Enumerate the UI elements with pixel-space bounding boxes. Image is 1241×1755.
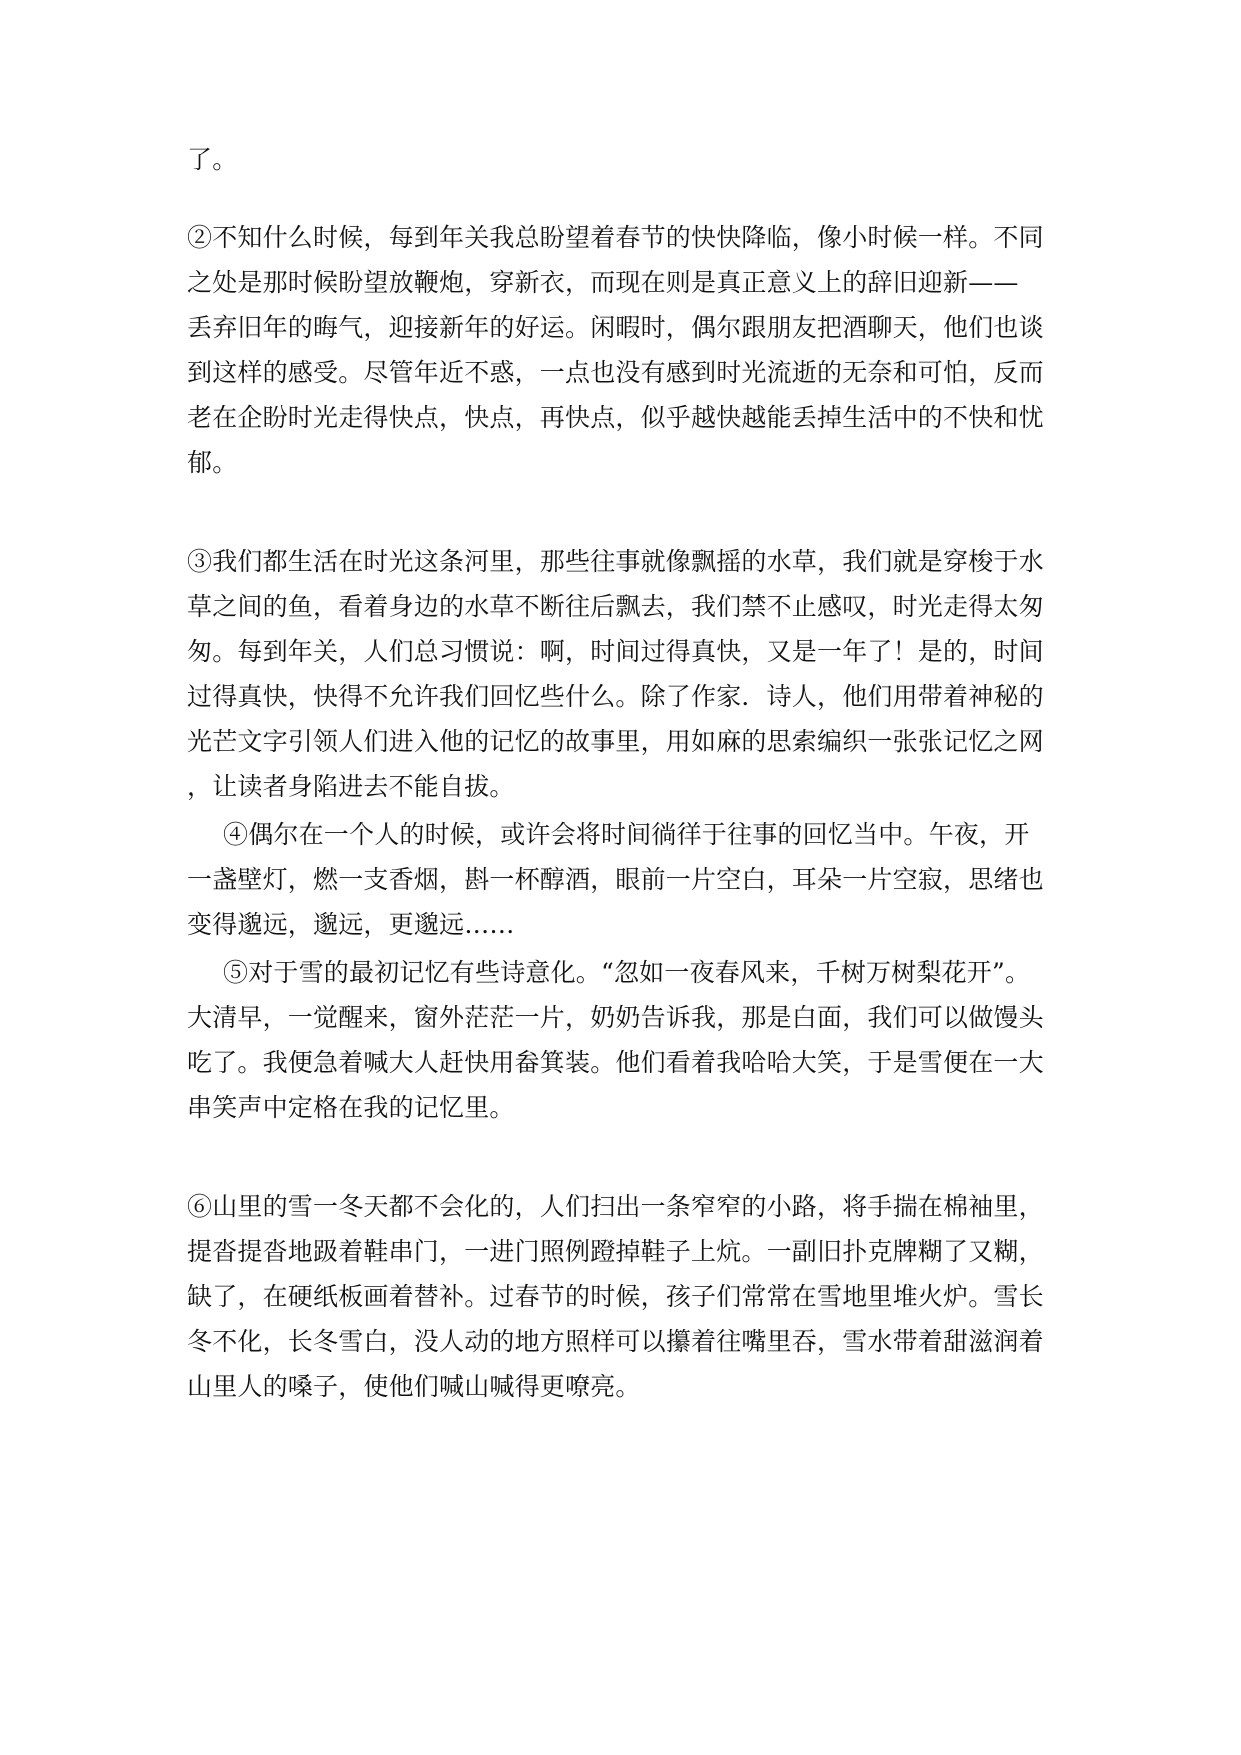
paragraph-5-line-4: 串笑声中定格在我的记忆里。 bbox=[187, 1093, 515, 1122]
paragraph-2-line-3: 丢弃旧年的晦气，迎接新年的好运。闲暇时，偶尔跟朋友把酒聊天，他们也谈 bbox=[187, 313, 1044, 342]
paragraph-2-line-4: 到这样的感受。尽管年近不惑，一点也没有感到时光流逝的无奈和可怕，反而 bbox=[187, 358, 1044, 387]
paragraph-3-line-5: 光芒文字引领人们进入他的记忆的故事里，用如麻的思索编织一张张记忆之网 bbox=[187, 727, 1044, 756]
paragraph-3-line-4: 过得真快，快得不允许我们回忆些什么。除了作家．诗人，他们用带着神秘的 bbox=[187, 682, 1044, 711]
paragraph-5-line-1: ⑤对于雪的最初记忆有些诗意化。“忽如一夜春风来，千树万树梨花开”。 bbox=[223, 958, 1031, 987]
paragraph-4-line-1: ④偶尔在一个人的时候，或许会将时间徜徉于往事的回忆当中。午夜，开 bbox=[223, 820, 1030, 849]
paragraph-6-line-1: ⑥山里的雪一冬天都不会化的，人们扫出一条窄窄的小路，将手揣在棉袖里， bbox=[187, 1192, 1044, 1221]
paragraph-2-line-1: ②不知什么时候，每到年关我总盼望着春节的快快降临，像小时候一样。不同 bbox=[187, 223, 1044, 252]
paragraph-6-line-3: 缺了，在硬纸板画着替补。过春节的时候，孩子们常常在雪地里堆火炉。雪长 bbox=[187, 1282, 1044, 1311]
paragraph-3-line-6: ，让读者身陷进去不能自拔。 bbox=[187, 772, 515, 801]
paragraph-1-line-1: 了。 bbox=[187, 145, 238, 174]
paragraph-3-line-2: 草之间的鱼，看着身边的水草不断往后飘去，我们禁不止感叹，时光走得太匆 bbox=[187, 592, 1044, 621]
paragraph-6-line-5: 山里人的嗓子，使他们喊山喊得更嘹亮。 bbox=[187, 1372, 641, 1401]
paragraph-6-line-4: 冬不化，长冬雪白，没人动的地方照样可以攥着往嘴里吞，雪水带着甜滋润着 bbox=[187, 1327, 1044, 1356]
paragraph-2-line-6: 郁。 bbox=[187, 448, 238, 477]
paragraph-5-line-3: 吃了。我便急着喊大人赶快用畚箕装。他们看着我哈哈大笑，于是雪便在一大 bbox=[187, 1048, 1044, 1077]
paragraph-2-line-5: 老在企盼时光走得快点，快点，再快点，似乎越快越能丢掉生活中的不快和忧 bbox=[187, 403, 1044, 432]
paragraph-5-line-2: 大清早，一觉醒来，窗外茫茫一片，奶奶告诉我，那是白面，我们可以做馒头 bbox=[187, 1003, 1044, 1032]
paragraph-4-line-2: 一盏壁灯，燃一支香烟，斟一杯醇酒，眼前一片空白，耳朵一片空寂，思绪也 bbox=[187, 865, 1044, 894]
paragraph-3-line-3: 匆。每到年关，人们总习惯说：啊，时间过得真快，又是一年了！是的，时间 bbox=[187, 637, 1044, 666]
paragraph-6-line-2: 提沓提沓地趿着鞋串门，一进门照例蹬掉鞋子上炕。一副旧扑克牌糊了又糊， bbox=[187, 1237, 1044, 1266]
paragraph-2-line-2: 之处是那时候盼望放鞭炮，穿新衣，而现在则是真正意义上的辞旧迎新—— bbox=[187, 268, 1019, 297]
paragraph-3-line-1: ③我们都生活在时光这条河里，那些往事就像飘摇的水草，我们就是穿梭于水 bbox=[187, 547, 1044, 576]
paragraph-4-line-3: 变得邈远，邈远，更邈远…… bbox=[187, 910, 515, 939]
